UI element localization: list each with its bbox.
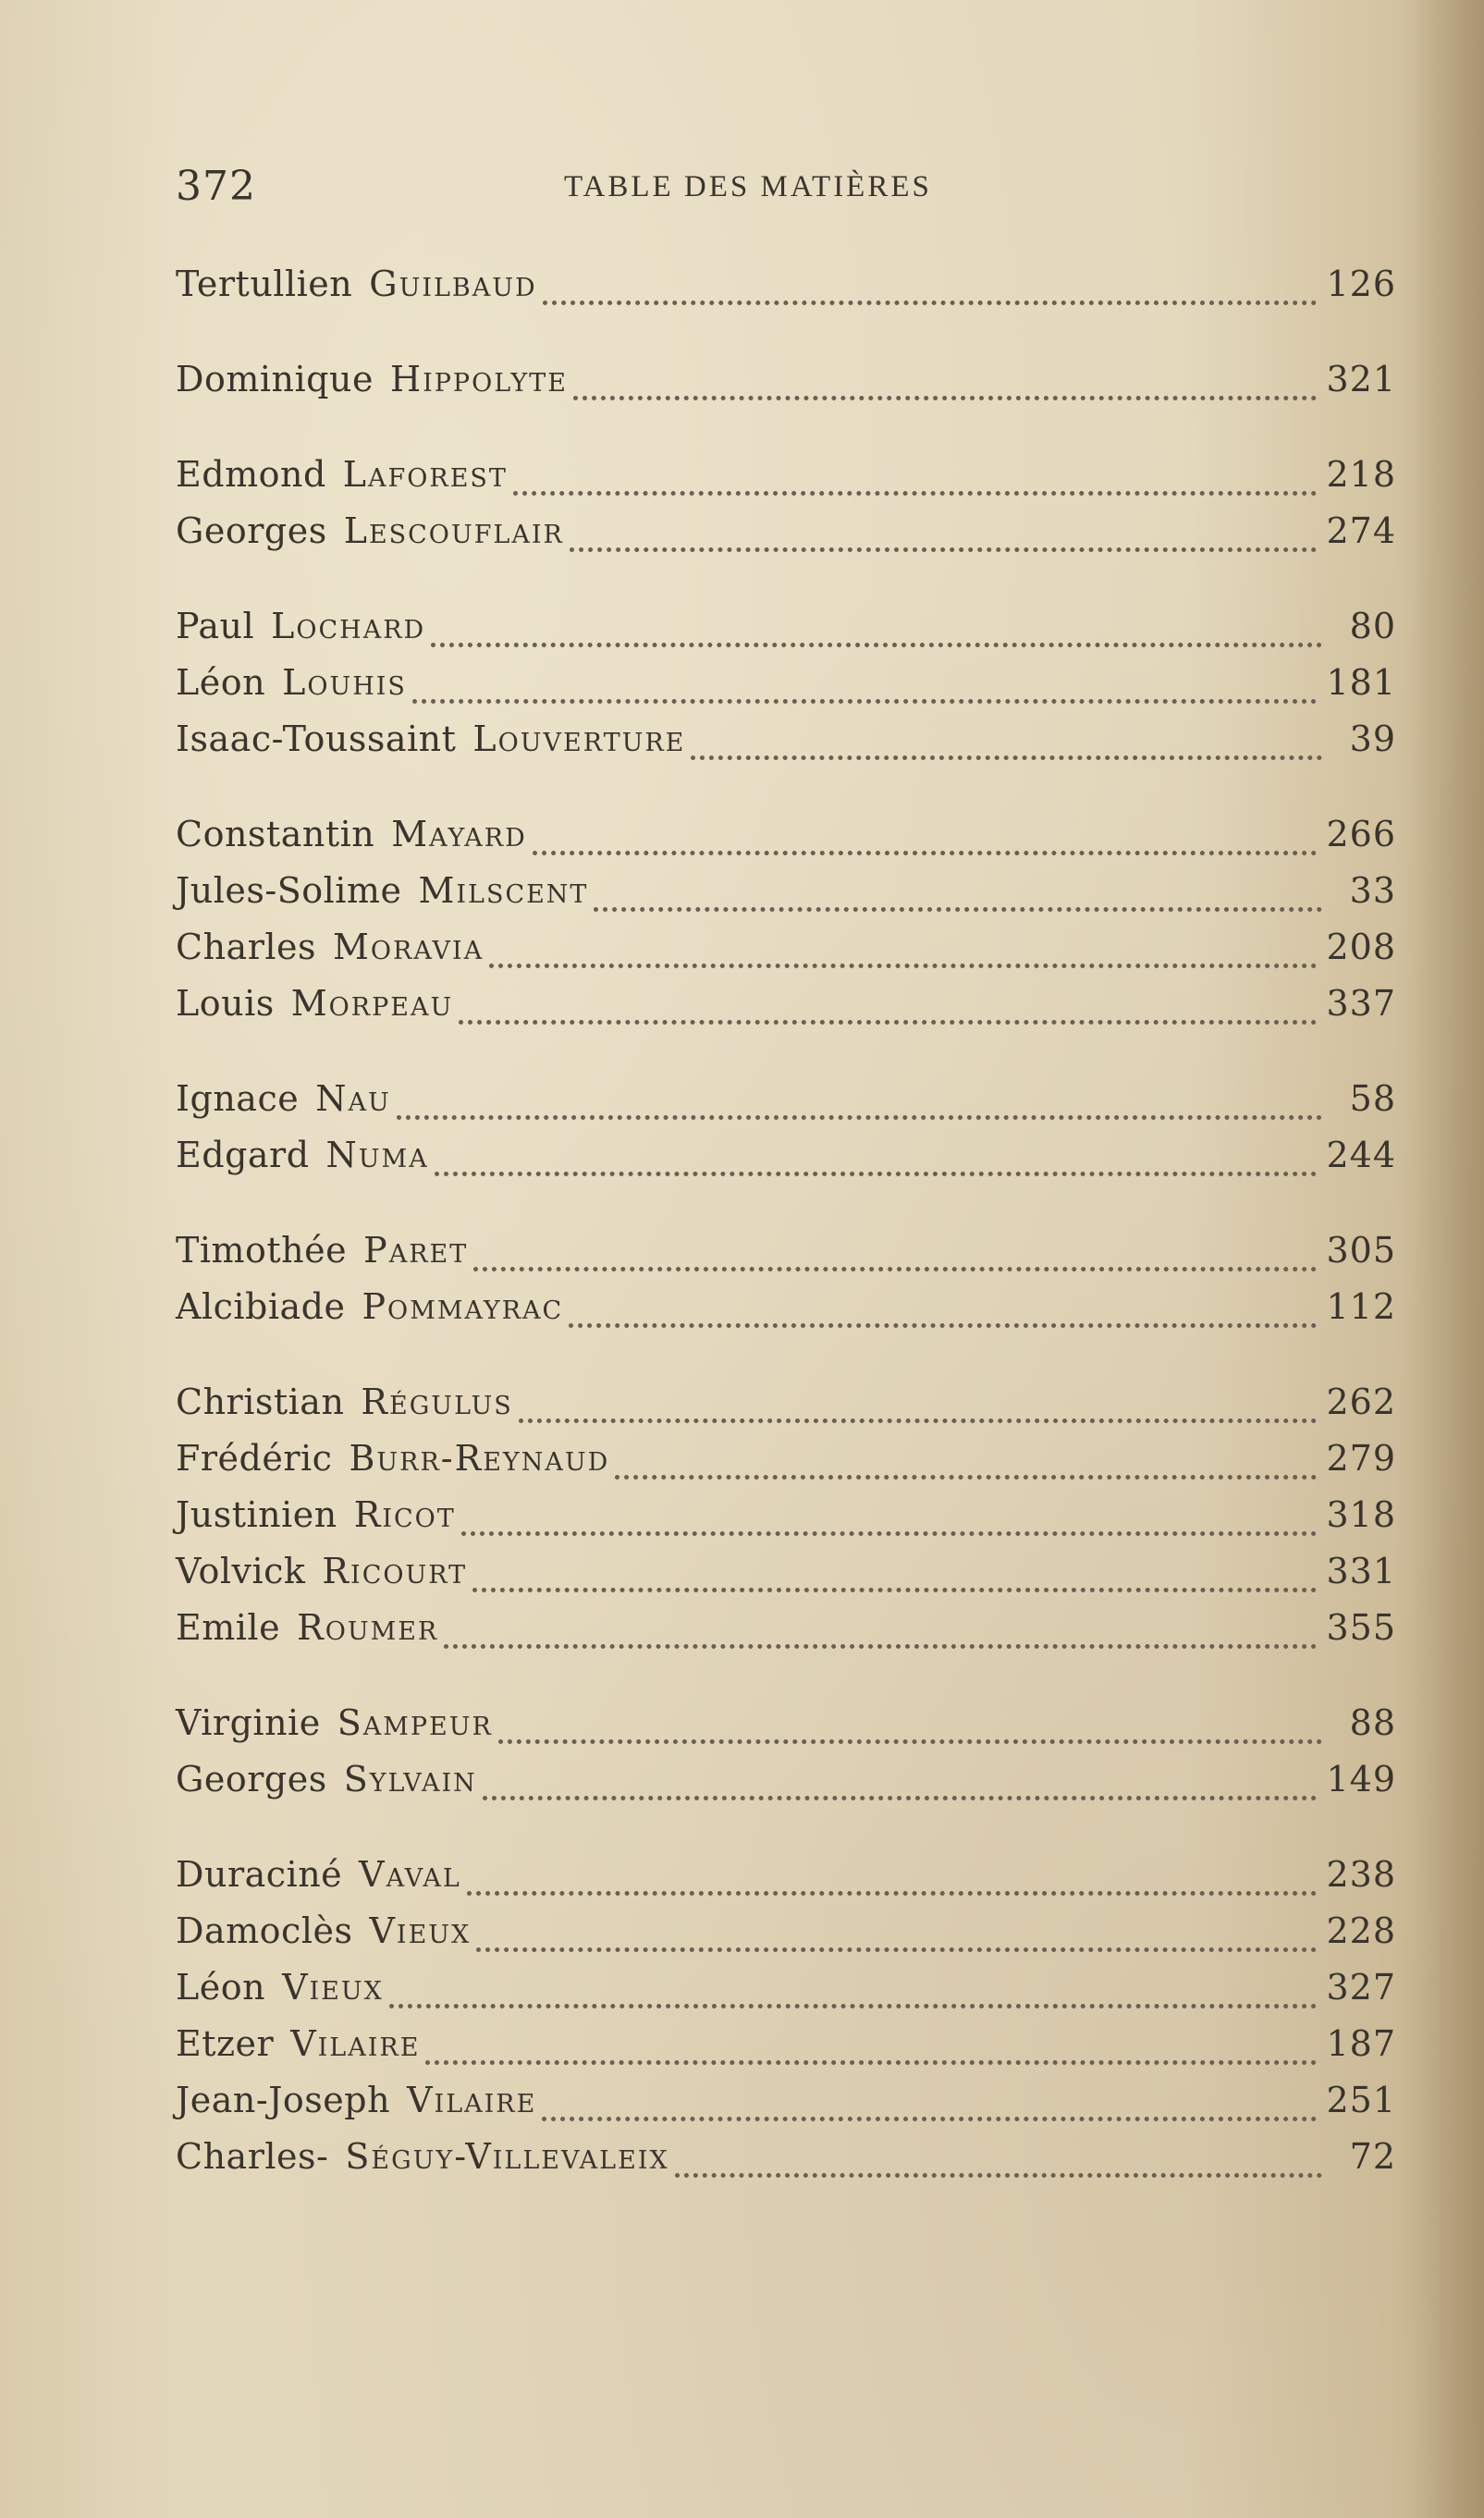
author-first-name: Edgard xyxy=(176,1135,310,1175)
dot-leader xyxy=(542,2094,1317,2121)
toc-entry xyxy=(176,1751,1396,1808)
toc-entry xyxy=(176,1222,1396,1279)
toc-entry xyxy=(176,1487,1396,1543)
toc-entry xyxy=(176,806,1396,863)
toc-entry xyxy=(176,655,1396,711)
page-reference: 208 xyxy=(1326,927,1396,967)
toc-entry xyxy=(176,2016,1396,2072)
dot-leader xyxy=(425,2038,1317,2065)
author-surname: Ricourt xyxy=(322,1551,468,1591)
dot-leader xyxy=(473,1245,1317,1271)
author-surname: Nau xyxy=(315,1078,391,1119)
dot-leader xyxy=(431,620,1322,647)
author-surname: Sampeur xyxy=(337,1702,493,1743)
toc-entry xyxy=(176,863,1396,919)
author-surname: Sylvain xyxy=(343,1759,477,1799)
page-number: 372 xyxy=(176,163,256,210)
author-first-name: Emile xyxy=(176,1607,281,1648)
author-first-name: Constantin xyxy=(176,814,375,854)
page-reference: 305 xyxy=(1326,1230,1396,1271)
author-first-name: Ignace xyxy=(176,1078,300,1119)
dot-leader xyxy=(573,374,1317,400)
toc-entry xyxy=(176,1600,1396,1656)
dot-leader xyxy=(467,1869,1318,1896)
author-first-name: Georges xyxy=(176,510,327,551)
author-first-name: Léon xyxy=(176,1967,266,2008)
entry-group xyxy=(176,351,1396,408)
toc-entry xyxy=(176,2072,1396,2129)
page-reference: 181 xyxy=(1326,662,1396,703)
author-surname: Pommayrac xyxy=(362,1286,564,1327)
dot-leader xyxy=(489,941,1317,968)
page-reference: 58 xyxy=(1349,1078,1396,1119)
toc-entry xyxy=(176,598,1396,655)
author-first-name: Dominique xyxy=(176,359,374,399)
author-surname: Ricot xyxy=(353,1494,456,1535)
author-first-name: Frédéric xyxy=(176,1438,333,1479)
toc-entry xyxy=(176,351,1396,408)
author-first-name: Louis xyxy=(176,983,275,1024)
toc-entry xyxy=(176,919,1396,976)
page-reference: 88 xyxy=(1349,1702,1396,1743)
page-reference: 218 xyxy=(1326,454,1396,495)
dot-leader xyxy=(570,525,1318,552)
page-reference: 126 xyxy=(1326,264,1396,304)
dot-leader xyxy=(461,1509,1318,1536)
dot-leader xyxy=(483,1774,1318,1800)
author-first-name: Isaac-Toussaint xyxy=(176,719,457,759)
dot-leader xyxy=(519,1396,1318,1423)
dot-leader xyxy=(513,469,1318,496)
author-surname: Vilaire xyxy=(290,2023,421,2064)
entry-group xyxy=(176,1374,1396,1656)
dot-leader xyxy=(533,829,1318,855)
dot-leader xyxy=(397,1093,1322,1120)
page-reference: 327 xyxy=(1326,1967,1396,2008)
entry-group xyxy=(176,598,1396,768)
entry-group xyxy=(176,1071,1396,1184)
author-surname: Lescouflair xyxy=(343,510,564,551)
page-reference: 274 xyxy=(1326,510,1396,551)
author-first-name: Etzer xyxy=(176,2023,275,2064)
dot-leader xyxy=(691,733,1322,760)
author-first-name: Christian xyxy=(176,1382,345,1422)
author-first-name: Léon xyxy=(176,662,266,703)
toc-entry xyxy=(176,1127,1396,1184)
author-first-name: Georges xyxy=(176,1759,327,1799)
entry-group xyxy=(176,806,1396,1032)
running-head xyxy=(176,159,1396,215)
author-surname: Vilaire xyxy=(407,2080,537,2120)
author-surname: Paret xyxy=(363,1230,469,1271)
dot-leader xyxy=(594,885,1322,912)
author-first-name: Volvick xyxy=(176,1551,306,1591)
entry-group xyxy=(176,1222,1396,1335)
toc-entry xyxy=(176,1431,1396,1487)
dot-leader xyxy=(444,1622,1317,1649)
toc-entry xyxy=(176,976,1396,1032)
author-surname: Numa xyxy=(325,1135,429,1175)
page-reference: 331 xyxy=(1326,1551,1396,1591)
toc-entry xyxy=(176,1695,1396,1751)
page-reference: 149 xyxy=(1326,1759,1396,1799)
author-surname: Louhis xyxy=(282,662,407,703)
author-first-name: Timothée xyxy=(176,1230,348,1271)
toc-entry xyxy=(176,2129,1396,2185)
author-surname: Vieux xyxy=(369,1910,472,1951)
running-title: TABLE DES MATIÈRES xyxy=(564,170,932,203)
author-first-name: Edmond xyxy=(176,454,326,495)
dot-leader xyxy=(675,2151,1322,2178)
author-surname: Séguy-Villevaleix xyxy=(345,2136,669,2177)
author-surname: Louverture xyxy=(472,719,686,759)
page-reference: 228 xyxy=(1326,1910,1396,1951)
author-surname: Vieux xyxy=(282,1967,384,2008)
toc-entry xyxy=(176,1847,1396,1903)
page-reference: 238 xyxy=(1326,1854,1396,1895)
author-surname: Vaval xyxy=(359,1854,461,1895)
author-surname: Lochard xyxy=(271,606,426,646)
page-reference: 321 xyxy=(1326,359,1396,399)
dot-leader xyxy=(498,1717,1322,1744)
table-of-contents xyxy=(176,256,1396,2224)
dot-leader xyxy=(543,278,1318,305)
page-reference: 251 xyxy=(1326,2080,1396,2120)
page-reference: 72 xyxy=(1349,2136,1396,2177)
toc-entry xyxy=(176,256,1396,313)
page-reference: 355 xyxy=(1326,1607,1396,1648)
entry-group xyxy=(176,1695,1396,1808)
page-reference: 244 xyxy=(1326,1135,1396,1175)
author-first-name: Paul xyxy=(176,606,255,646)
toc-entry xyxy=(176,1959,1396,2016)
toc-entry xyxy=(176,1374,1396,1431)
author-first-name: Tertullien xyxy=(176,264,353,304)
dot-leader xyxy=(476,1925,1317,1952)
page-reference: 279 xyxy=(1326,1438,1396,1479)
author-first-name: Justinien xyxy=(176,1494,337,1535)
author-first-name: Duraciné xyxy=(176,1854,343,1895)
author-surname: Régulus xyxy=(361,1382,513,1422)
author-surname: Morpeau xyxy=(290,983,454,1024)
toc-entry xyxy=(176,1903,1396,1959)
author-first-name: Alcibiade xyxy=(176,1286,346,1327)
author-first-name: Charles- xyxy=(176,2136,329,2177)
author-surname: Hippolyte xyxy=(389,359,568,399)
toc-entry xyxy=(176,1279,1396,1335)
dot-leader xyxy=(569,1301,1317,1328)
dot-leader xyxy=(472,1566,1317,1592)
author-surname: Guilbaud xyxy=(369,264,537,304)
page-reference: 33 xyxy=(1349,870,1396,911)
author-surname: Milscent xyxy=(418,870,589,911)
dot-leader xyxy=(389,1982,1318,2008)
entry-group xyxy=(176,256,1396,313)
toc-entry xyxy=(176,447,1396,503)
author-surname: Burr-Reynaud xyxy=(349,1438,610,1479)
author-first-name: Virginie xyxy=(176,1702,321,1743)
author-first-name: Jules-Solime xyxy=(176,870,402,911)
page-reference: 266 xyxy=(1326,814,1396,854)
page-reference: 337 xyxy=(1326,983,1396,1024)
page-reference: 39 xyxy=(1349,719,1396,759)
page-reference: 318 xyxy=(1326,1494,1396,1535)
toc-entry xyxy=(176,711,1396,768)
author-first-name: Charles xyxy=(176,927,317,967)
entry-group xyxy=(176,1847,1396,2185)
page-reference: 262 xyxy=(1326,1382,1396,1422)
author-first-name: Damoclès xyxy=(176,1910,353,1951)
toc-entry xyxy=(176,503,1396,559)
dot-leader xyxy=(435,1149,1318,1176)
author-surname: Laforest xyxy=(342,454,508,495)
page-reference: 80 xyxy=(1349,606,1396,646)
toc-entry xyxy=(176,1071,1396,1127)
page-reference: 187 xyxy=(1326,2023,1396,2064)
entry-group xyxy=(176,447,1396,559)
author-surname: Moravia xyxy=(333,927,484,967)
dot-leader xyxy=(615,1453,1317,1480)
dot-leader xyxy=(412,677,1318,704)
dot-leader xyxy=(459,998,1317,1025)
page-reference: 112 xyxy=(1326,1286,1396,1327)
author-surname: Mayard xyxy=(391,814,527,854)
author-first-name: Jean-Joseph xyxy=(176,2080,391,2120)
toc-entry xyxy=(176,1543,1396,1600)
author-surname: Roumer xyxy=(297,1607,439,1648)
